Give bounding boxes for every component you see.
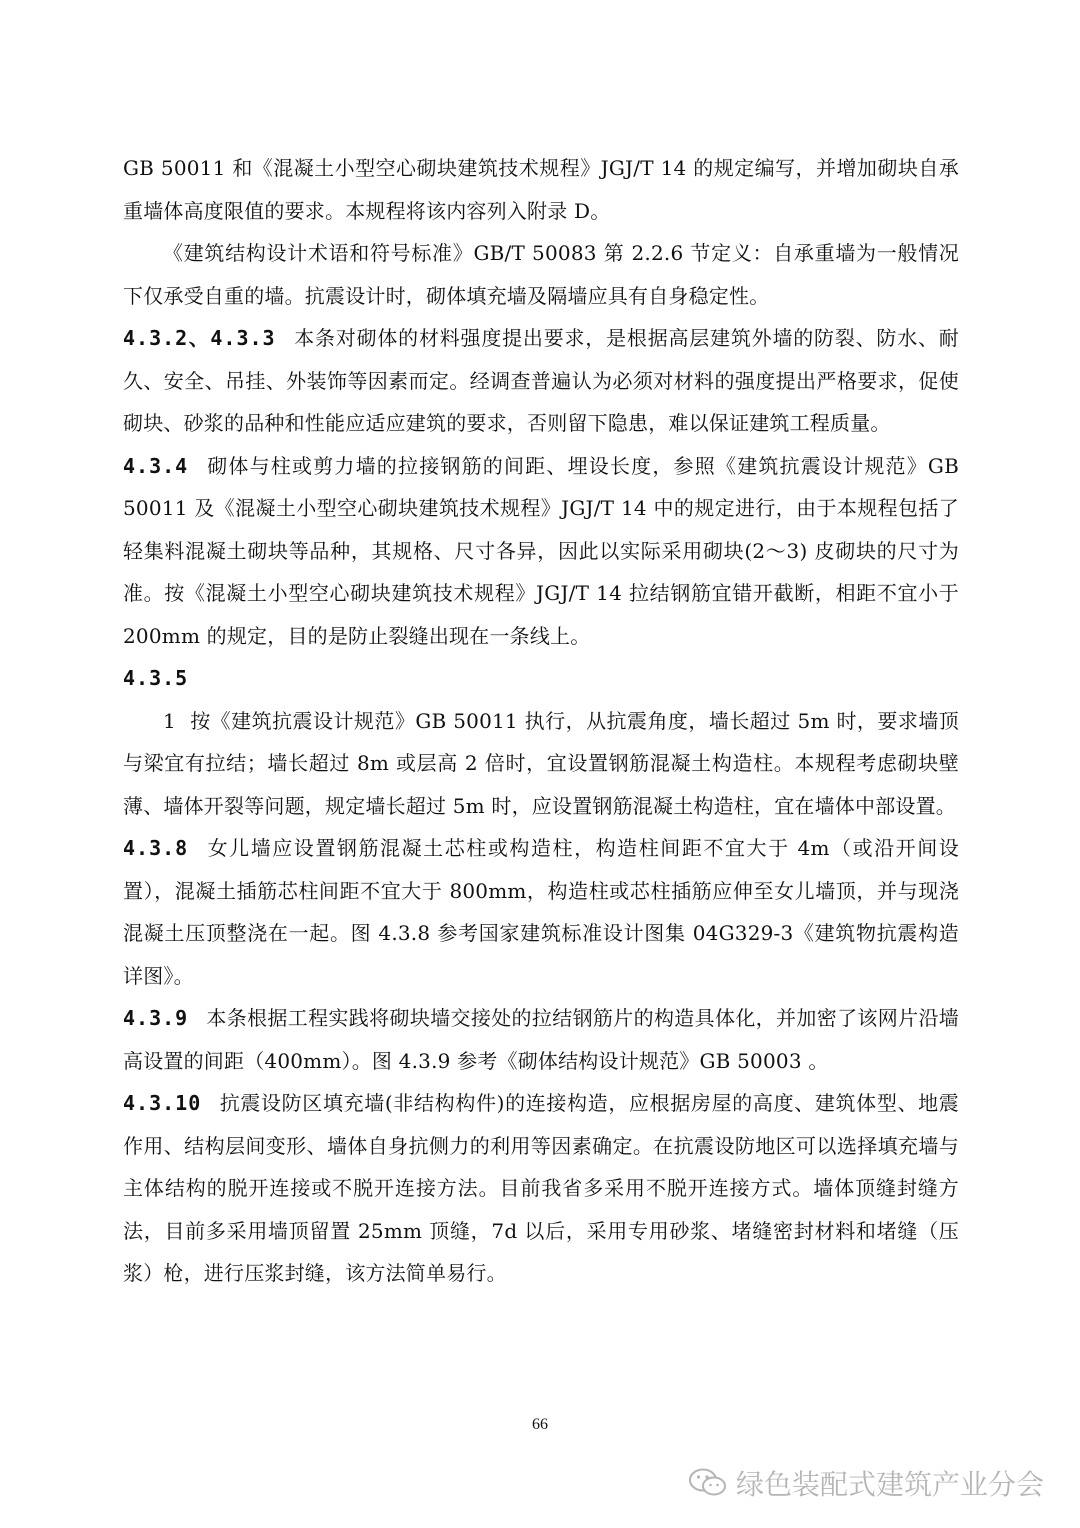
watermark — [688, 1463, 1044, 1503]
clause-4-3-2 — [123, 317, 959, 445]
clause-4-3-4 — [123, 445, 959, 658]
clause-4-3-9 — [123, 997, 959, 1082]
document-body — [123, 147, 959, 1295]
clause-text: 本条对砌体的材料强度提出要求，是根据高层建筑外墙的防裂、防水、耐久、安全、吊挂、外装饰等因素而定。经调查普遍认为必须对材料的强度提出严格要求，促使砌块、砂浆的品种和性能应适应建筑的要求，否则留下隐患，难以保证建筑工程质量。 — [123, 326, 959, 435]
wechat-icon — [688, 1467, 728, 1499]
paragraph-definition — [123, 232, 959, 317]
clause-4-3-5 — [123, 657, 959, 700]
page-number: 66 — [532, 1416, 548, 1433]
clause-text: 本条根据工程实践将砌块墙交接处的拉结钢筋片的构造具体化，并加密了该网片沿墙高设置的间距（400mm）。图 4.3.9 参考《砌体结构设计规范》GB 50003 。 — [123, 1006, 959, 1073]
clause-number: 4.3.2、4.3.3 — [123, 326, 276, 350]
clause-text: 女儿墙应设置钢筋混凝土芯柱或构造柱，构造柱间距不宜大于 4m（或沿开间设置），混凝土插筋芯柱间距不宜大于 800mm，构造柱或芯柱插筋应伸至女儿墙顶，并与现浇混凝土压顶整浇在一起。图 4.3.8 参考国家建筑标准设计图集 04G329-3《建筑物抗震构造详图》。 — [123, 836, 959, 988]
clause-4-3-8 — [123, 827, 959, 997]
clause-number: 4.3.8 — [123, 836, 189, 860]
item-text: 按《建筑抗震设计规范》GB 50011 执行，从抗震角度，墙长超过 5m 时，要求墙顶与梁宜有拉结；墙长超过 8m 或层高 2 倍时，宜设置钢筋混凝土构造柱。本规程考虑砌块壁薄、墙体开裂等问题，规定墙长超过 5m 时，应设置钢筋混凝土构造柱，宜在墙体中部设置。 — [123, 708, 959, 818]
clause-text: 砌体与柱或剪力墙的拉接钢筋的间距、埋设长度，参照《建筑抗震设计规范》GB 50011 及《混凝土小型空心砌块建筑技术规程》JGJ/T 14 中的规定进行，由于本规程包括了轻集料混凝土砌块等品种，其规格、尺寸各异，因此以实际采用砌块(2～3) 皮砌块的尺寸为准。按《混凝土小型空心砌块建筑技术规程》JGJ/T 14 拉结钢筋宜错开截断，相距不宜小于 200mm 的规定，目的是防止裂缝出现在一条线上。 — [123, 453, 959, 648]
clause-number: 4.3.4 — [123, 453, 189, 478]
item-number: 1 — [163, 708, 176, 733]
watermark-text: 绿色装配式建筑产业分会 — [735, 1468, 1044, 1501]
clause-number: 4.3.9 — [123, 1006, 189, 1030]
clause-text: 抗震设防区填充墙(非结构构件)的连接构造，应根据房屋的高度、建筑体型、地震作用、结构层间变形、墙体自身抗侧力的利用等因素确定。在抗震设防地区可以选择填充墙与主体结构的脱开连接或不脱开连接方法。目前我省多采用不脱开连接方式。墙体顶缝封缝方法，目前多采用墙顶留置 25mm 顶缝，7d 以后，采用专用砂浆、堵缝密封材料和堵缝（压浆）枪，进行压浆封缝，该方法简单易行。 — [123, 1091, 959, 1285]
clause-number: 4.3.5 — [123, 666, 189, 690]
paragraph-continuation — [123, 147, 959, 232]
paragraph-text: GB 50011 和《混凝土小型空心砌块建筑技术规程》JGJ/T 14 的规定编写，并增加砌块自承重墙体高度限值的要求。本规程将该内容列入附录 D。 — [123, 156, 959, 223]
clause-number: 4.3.10 — [123, 1091, 202, 1115]
clause-4-3-10 — [123, 1082, 959, 1295]
clause-item-1 — [123, 700, 959, 828]
paragraph-text: 《建筑结构设计术语和符号标准》GB/T 50083 第 2.2.6 节定义：自承重墙为一般情况下仅承受自重的墙。抗震设计时，砌体填充墙及隔墙应具有自身稳定性。 — [123, 241, 959, 308]
